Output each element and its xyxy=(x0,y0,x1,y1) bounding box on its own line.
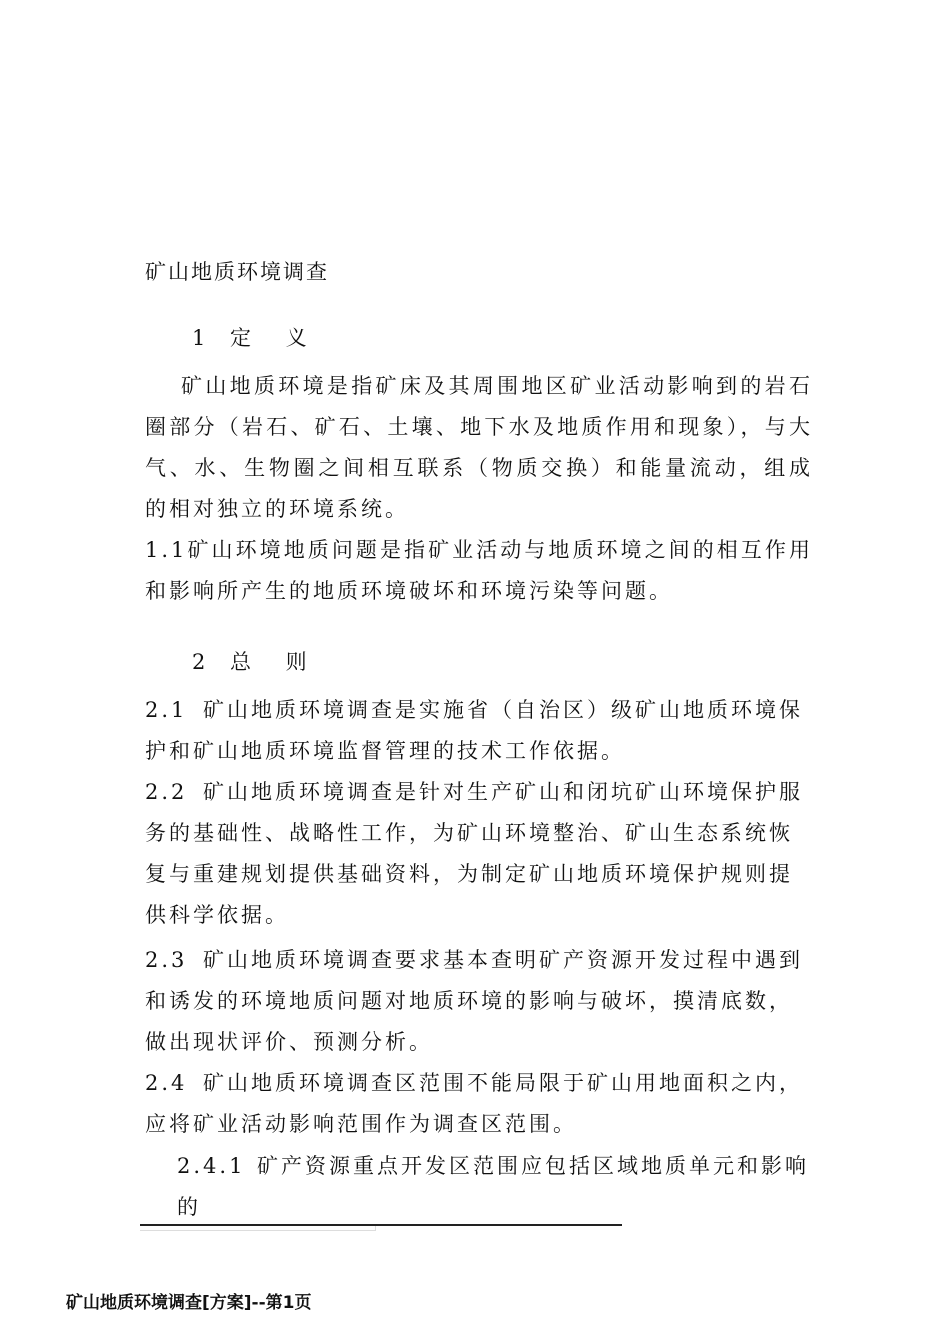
section-2-number: 2 xyxy=(192,650,208,674)
item-2-2-number: 2.2 xyxy=(145,780,188,804)
item-2-1-text: 矿山地质环境调查是实施省（自治区）级矿山地质环境保护和矿山地质环境监督管理的技术工作依据。 xyxy=(145,698,803,763)
item-1-1-paragraph: 1.1矿山环境地质问题是指矿业活动与地质环境之间的相互作用和影响所产生的地质环境破坏和环境污染等问题。 xyxy=(145,538,813,603)
section-2-heading xyxy=(192,646,321,676)
footnote-separator-tick xyxy=(375,1226,376,1231)
item-2-4-1 xyxy=(177,1146,817,1228)
footnote-separator-line xyxy=(140,1224,622,1226)
definition-paragraph: 矿山地质环境是指矿床及其周围地区矿业活动影响到的岩石圈部分（岩石、矿石、土壤、地下水及地质作用和现象），与大气、水、生物圈之间相互联系（物质交换）和能量流动，组成的相对独立的环境系统。 xyxy=(145,374,813,521)
item-2-4-1-text: 矿产资源重点开发区范围应包括区域地质单元和影响的 xyxy=(177,1154,809,1219)
item-2-3-text: 矿山地质环境调查要求基本查明矿产资源开发过程中遇到和诱发的环境地质问题对地质环境的影响与破坏，摸清底数，做出现状评价、预测分析。 xyxy=(145,948,803,1054)
section-2-title: 总 则 xyxy=(230,650,321,674)
item-2-2-text: 矿山地质环境调查是针对生产矿山和闭坑矿山环境保护服务的基础性、战略性工作，为矿山环境整治、矿山生态系统恢复与重建规划提供基础资料，为制定矿山地质环境保护规则提供科学依据。 xyxy=(145,780,803,927)
item-2-4-number: 2.4 xyxy=(145,1071,188,1095)
document-title: 矿山地质环境调查 xyxy=(145,260,329,284)
section-1-title: 定 义 xyxy=(230,326,321,350)
page-footer: 矿山地质环境调查[方案]--第1页 xyxy=(66,1293,312,1313)
item-2-1-number: 2.1 xyxy=(145,698,188,722)
footnote-separator-shadow xyxy=(140,1230,376,1231)
section-1-heading xyxy=(192,322,321,352)
item-2-3-number: 2.3 xyxy=(145,948,188,972)
item-2-4-1-number: 2.4.1 xyxy=(177,1154,246,1178)
section-1-number: 1 xyxy=(192,326,208,350)
item-2-2 xyxy=(145,772,813,936)
item-2-4-text: 矿山地质环境调查区范围不能局限于矿山用地面积之内，应将矿业活动影响范围作为调查区范围。 xyxy=(145,1071,803,1136)
item-2-1 xyxy=(145,690,813,772)
item-2-4 xyxy=(145,1063,813,1145)
item-2-3 xyxy=(145,940,813,1063)
